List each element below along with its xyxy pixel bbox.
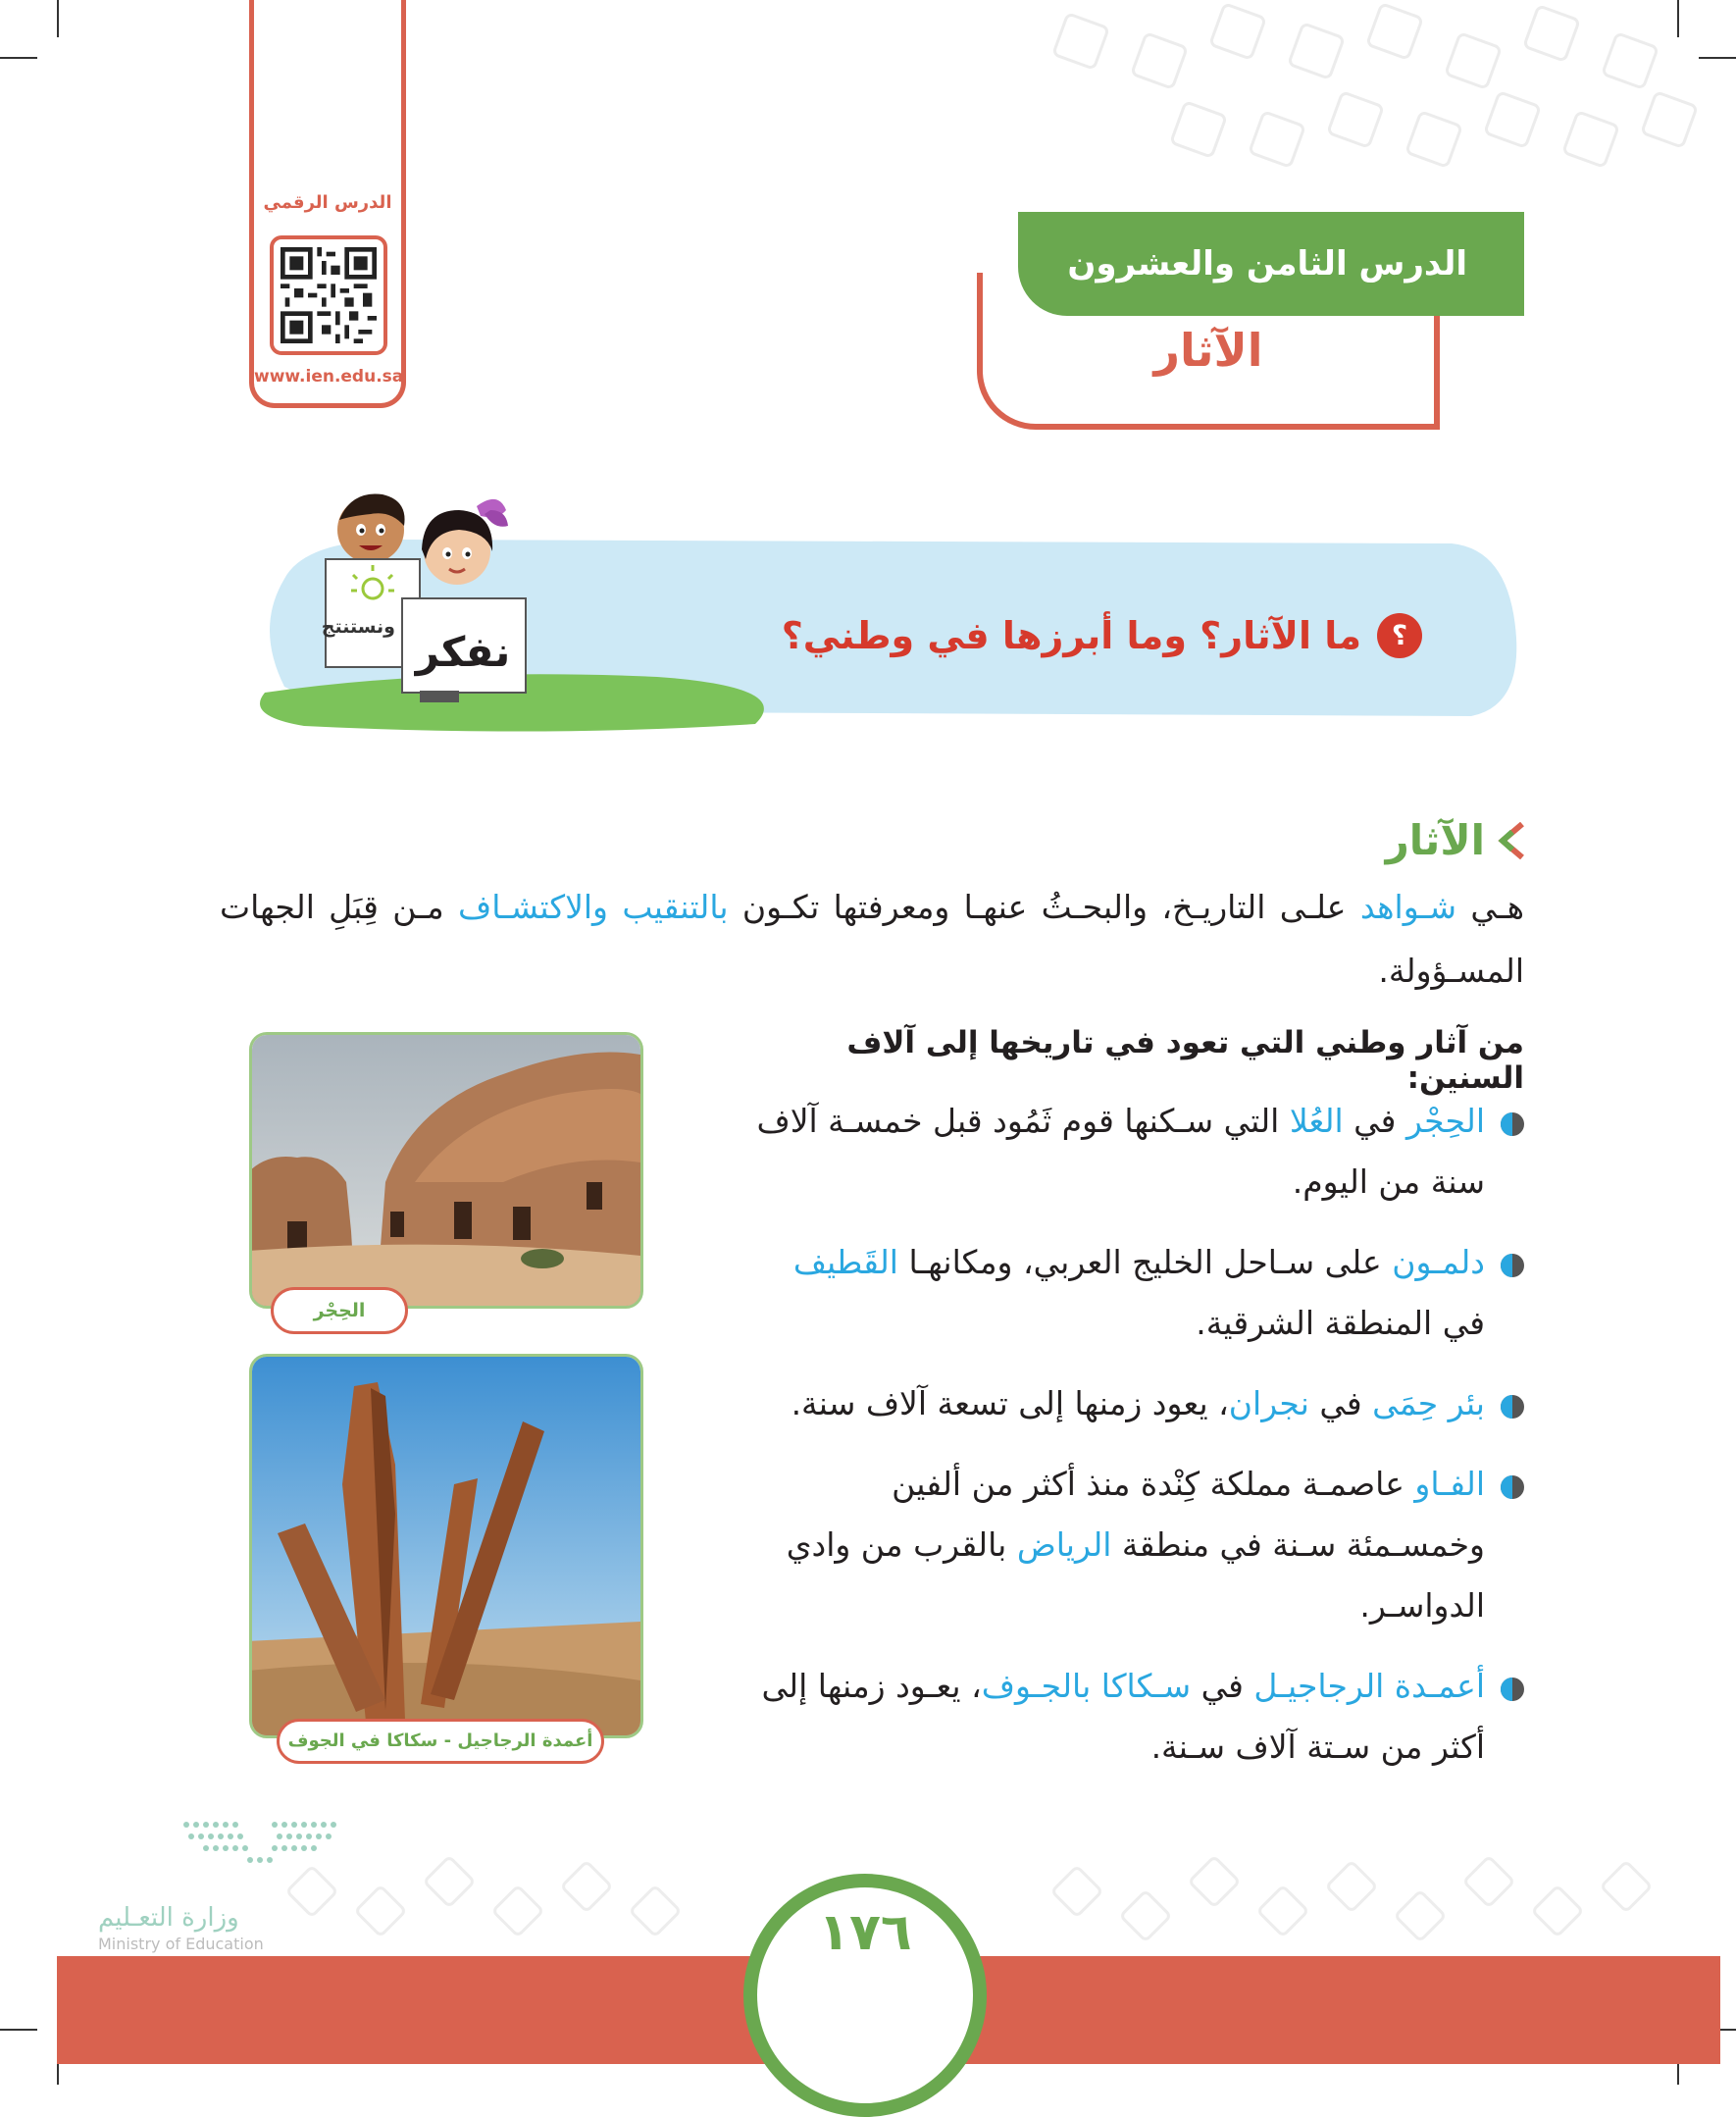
site-name: الفـاو (1414, 1465, 1485, 1503)
crop-mark (0, 57, 37, 59)
qr-code[interactable] (270, 235, 387, 355)
site-name: الحِجْر (1405, 1102, 1485, 1140)
list-item (749, 1091, 1524, 1213)
think-sign-small: ونستنتج (321, 616, 395, 638)
ministry-logo-icon (177, 1815, 353, 1874)
lesson-number-banner (1018, 212, 1524, 316)
lesson-title: الآثار (1153, 324, 1263, 377)
bullet-icon (1501, 1254, 1524, 1277)
guiding-question (782, 613, 1422, 658)
bullet-icon (1501, 1112, 1524, 1136)
section-heading (1386, 816, 1524, 864)
item-text: في (1191, 1667, 1254, 1705)
archaeological-sites-list (749, 1091, 1524, 1797)
bullet-icon (1501, 1475, 1524, 1499)
ministry-name-arabic: وزارة التعـليم (98, 1903, 239, 1933)
item-text: في المنطقة الشرقية. (1196, 1304, 1485, 1342)
children-illustration (312, 481, 547, 716)
item-text: على سـاحل الخليج العربي، ومكانهـا (897, 1243, 1393, 1281)
site-name: بئر حِمَى (1372, 1384, 1485, 1422)
list-item (749, 1232, 1524, 1354)
place-name: القَطيف (792, 1243, 898, 1281)
list-item (749, 1656, 1524, 1778)
keyword: بالتنقيب والاكتشـاف (458, 888, 729, 926)
place-name: الرياض (1016, 1525, 1112, 1564)
list-item (749, 1454, 1524, 1636)
item-text: ، يعـود زمنها إلى أكثر من سـتة آلاف سـنة. (761, 1667, 1485, 1766)
digital-lesson-label: الدرس الرقمي (263, 192, 392, 213)
page-number: ١٧٦ (818, 1903, 912, 1962)
digital-lesson-tab[interactable] (249, 0, 406, 408)
item-text: ، يعود زمنها إلى تسعة آلاف سنة. (791, 1384, 1229, 1422)
lesson-number: الدرس الثامن والعشرون (1067, 244, 1467, 284)
item-text: في (1343, 1102, 1406, 1140)
definition-text: علـى التاريـخ، والبحـثُ عنهـا ومعرفتها تكـون (728, 888, 1360, 926)
bullet-icon (1501, 1395, 1524, 1419)
place-name: سـكاكا بالجـوف (981, 1667, 1192, 1705)
think-sign-large: نفكر (415, 628, 511, 676)
chevron-icon (1495, 822, 1524, 859)
definition-text: هـي (1456, 888, 1524, 926)
al-hijr-image (249, 1035, 640, 1309)
ministry-name-english: Ministry of Education (98, 1935, 264, 1953)
item-text: التي سـكنها قوم ثَمُود قبل خمسـة آلاف سنة من اليوم. (756, 1102, 1485, 1201)
question-text: ما الآثار؟ وما أبرزها في وطني؟ (781, 614, 1361, 657)
item-text: بالقرب من وادي الدواسـر. (786, 1525, 1485, 1625)
digital-lesson-url[interactable]: www.ien.edu.sa (254, 367, 404, 387)
place-name: نجران (1228, 1384, 1309, 1422)
qr-code-icon (281, 247, 377, 343)
photo-al-hijr (249, 1032, 643, 1309)
photo-caption: أعمدة الرجاجيل - سكاكا في الجوف (277, 1719, 604, 1764)
site-name: أعمـدة الرجاجيـل (1253, 1667, 1485, 1705)
item-text: عاصمـة مملكة كِنْدة منذ أكثر من ألفين وخمسـمئة سـنة في منطقة (892, 1465, 1485, 1564)
crop-mark (57, 0, 59, 37)
section-title: الآثار (1385, 816, 1485, 864)
place-name: العُلا (1289, 1102, 1344, 1140)
photo-caption: الحِجْر (271, 1287, 408, 1334)
list-subheading: من آثار وطني التي تعود في تاريخها إلى آلاف السنين: (846, 1025, 1524, 1096)
rajajil-columns-image (249, 1357, 640, 1738)
definition-text: مـن قِبَلِ الجهات المسـؤولة. (220, 888, 1524, 990)
decorative-pattern (1020, 0, 1707, 216)
keyword: شـواهد (1359, 888, 1457, 926)
item-text: في (1308, 1384, 1373, 1422)
bullet-icon (1501, 1678, 1524, 1701)
definition-paragraph (220, 875, 1524, 1003)
photo-rajajil-columns (249, 1354, 643, 1738)
list-item (749, 1373, 1524, 1434)
question-icon: ؟ (1377, 613, 1422, 658)
site-name: دلمـون (1392, 1243, 1485, 1281)
crop-mark (0, 2029, 37, 2031)
